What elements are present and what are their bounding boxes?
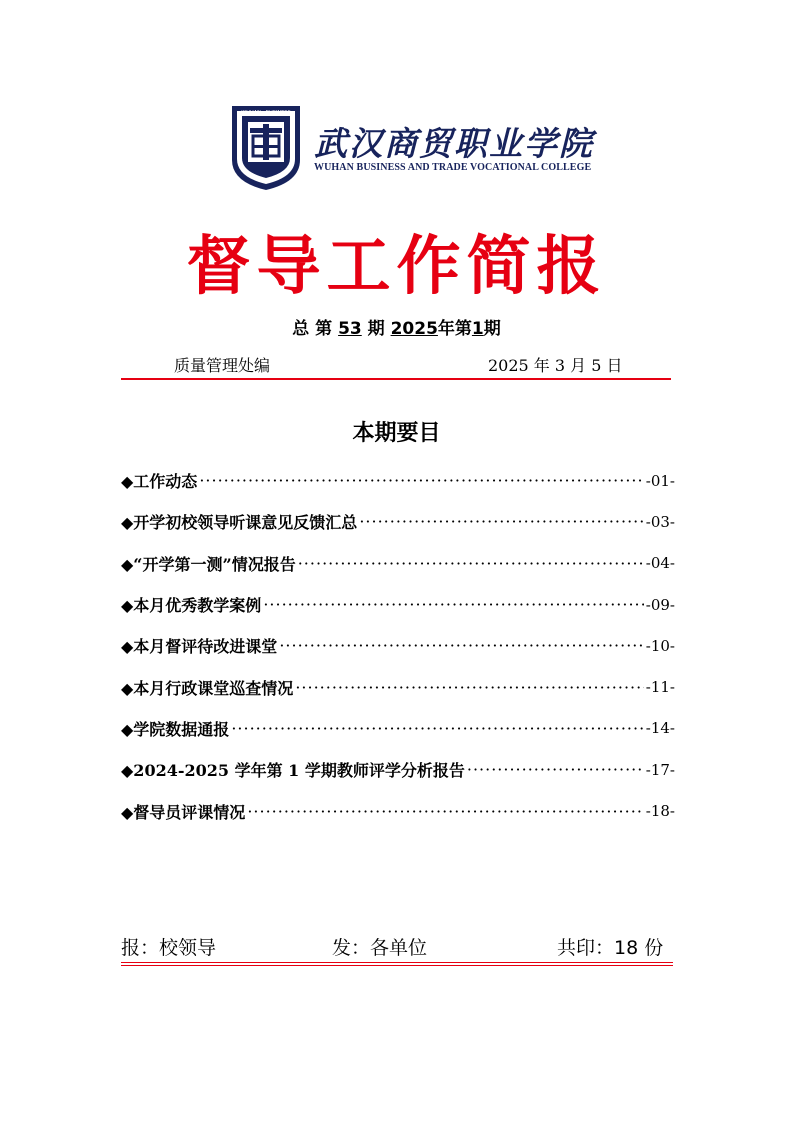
contents-item-page: -04- (645, 554, 675, 573)
bulletin-title: 督导工作简报 (186, 229, 607, 304)
contents-item[interactable] (121, 790, 675, 831)
contents-item-label: ◆本月督评待改进课堂 (121, 637, 278, 657)
leader-dots (279, 636, 643, 655)
print-copies: 共印：18 份 (557, 937, 664, 959)
contents-item[interactable] (121, 460, 675, 501)
svg-text:WUHAN · BUSINESS: WUHAN · BUSINESS (241, 110, 291, 116)
contents-item[interactable] (121, 584, 675, 625)
contents-item-label: ◆学院数据通报 (121, 719, 230, 739)
footer-divider (121, 962, 673, 966)
leader-dots (295, 678, 643, 697)
header-divider (121, 378, 671, 380)
contents-item[interactable] (121, 501, 675, 542)
contents-item-label: ◆开学初校领导听课意见反馈汇总 (121, 513, 358, 533)
contents-item-page: -17- (645, 760, 675, 779)
leader-dots (247, 802, 643, 821)
contents-item[interactable] (121, 708, 675, 749)
issue-number: 1 (471, 319, 484, 339)
leader-dots (467, 760, 644, 779)
college-name-en: WUHAN BUSINESS AND TRADE VOCATIONAL COLLEGE (314, 162, 592, 173)
contents-title: 本期要目 (352, 421, 441, 446)
issue-year-suffix: 年第 (437, 319, 472, 339)
distribution-line (121, 933, 673, 961)
contents-item-label: ◆2024-2025 学年第 1 学期教师评学分析报告 (121, 761, 465, 781)
issue-mid: 期 (361, 319, 391, 339)
issue-suffix: 期 (483, 319, 501, 339)
issue-prefix: 总 第 (292, 319, 339, 339)
leader-dots (359, 512, 643, 531)
contents-item-label: ◆本月行政课堂巡查情况 (121, 678, 294, 698)
contents-item-page: -11- (645, 678, 675, 697)
contents-item[interactable] (121, 625, 675, 666)
publish-date: 2025 年 3 月 5 日 (488, 356, 623, 375)
editor-label: 质量管理处编 (174, 356, 271, 375)
contents-item-page: -14- (645, 719, 675, 738)
leader-dots (263, 595, 643, 614)
contents-item-label: ◆督导员评课情况 (121, 802, 246, 822)
contents-item-page: -01- (645, 471, 675, 490)
contents-item[interactable] (121, 749, 675, 790)
leader-dots (199, 471, 643, 490)
send-to: 发：各单位 (332, 937, 428, 959)
report-to: 报：校领导 (121, 937, 217, 959)
contents-item-page: -10- (645, 636, 675, 655)
college-seal-icon (228, 102, 304, 192)
contents-item[interactable] (121, 543, 675, 584)
contents-item-label: ◆工作动态 (121, 472, 198, 492)
issue-line (0, 314, 793, 339)
issue-year: 2025 (390, 319, 438, 339)
contents-item[interactable] (121, 666, 675, 707)
leader-dots (231, 719, 643, 738)
contents-item-page: -09- (645, 595, 675, 614)
issue-total-number: 53 (338, 319, 362, 339)
college-name-cn: 武汉商贸职业学院 (314, 124, 594, 163)
leader-dots (298, 554, 644, 573)
contents-item-label: ◆“开学第一测”情况报告 (121, 554, 296, 574)
contents-item-label: ◆本月优秀教学案例 (121, 596, 262, 616)
contents-list (121, 460, 675, 832)
contents-item-page: -03- (645, 512, 675, 531)
contents-item-page: -18- (645, 802, 675, 821)
